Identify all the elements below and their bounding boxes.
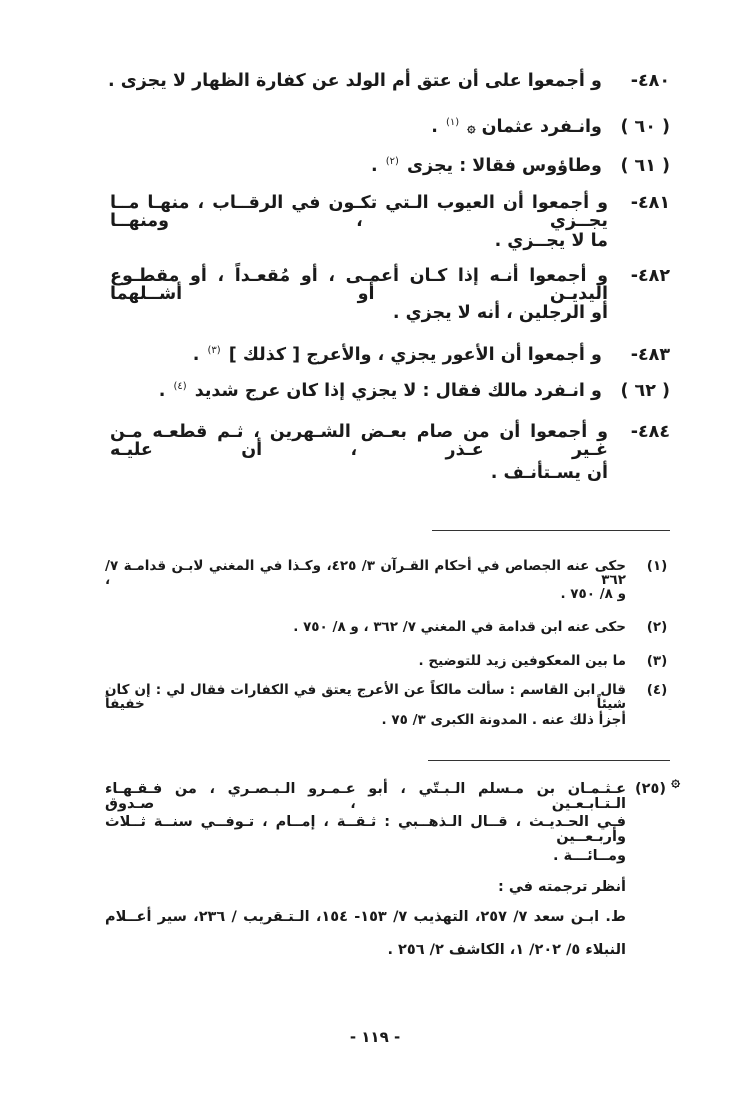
entry-text: و انـفرد مالك فقال : لا يجزي إذا كان عرج شديد — [194, 381, 602, 401]
footnote-text: قال ابن القاسم : سألت مالكاً عن الأعرج يعتق في الكفارات فقال لي : إن كان شيئاً خفيفاً — [105, 682, 626, 712]
entry-number: ( ٦٢ ) — [620, 381, 670, 401]
biography-number: (٢٥) — [635, 781, 666, 797]
entry-text: وانـفرد عثمان — [481, 117, 602, 137]
entry-text: وطاؤوس فقالا : يجزى — [407, 156, 602, 176]
biography-line-6 — [105, 943, 670, 958]
biography — [105, 0, 680, 1000]
biography-text: فـي الحـديـث ، قــال الـذهــبي : ثـقــة ، إمــام ، تـوفــي سنــة ثــلاث وأربـعــين — [105, 814, 626, 845]
page-number: - ١١٩ - — [349, 1028, 401, 1046]
entry-number: ٤٨٣- — [630, 345, 670, 365]
biography-text: ومــائـــة . — [552, 848, 626, 864]
entry-text: ما لا يجــزي . — [494, 231, 608, 251]
footnote-number: (١) — [646, 558, 668, 574]
entry-tail: . — [158, 381, 166, 401]
footnote-text: و ٨/ ٧٥٠ . — [560, 586, 626, 602]
entry-tail: . — [192, 345, 200, 365]
entry-number: ٤٨٢- — [630, 266, 670, 286]
entry-text: أو الرجلين ، أنه لا يجزي . — [392, 303, 608, 323]
footnote-number: (٢) — [646, 619, 668, 635]
footnote-number: (٣) — [646, 653, 668, 669]
footnote-ref: (٢) — [385, 156, 399, 167]
biography-text: أنظر ترجمته في : — [497, 879, 626, 895]
footnote-ref: (٣) — [207, 345, 221, 356]
footnote-ref: (١) — [446, 117, 460, 128]
biography-text: عـثـمـان بن مـسلم الـبـتّي ، أبو عـمـرو الـبـصـري ، من فـقـهـاء الـتـابـعـين ، صـدوق — [105, 781, 626, 812]
biography-line-3 — [105, 849, 670, 864]
footnote-text: ما بين المعكوفين زيد للتوضيح . — [418, 653, 626, 669]
footnote-text: أجزأ ذلك عنه . المدونة الكبرى ٣/ ٧٥ . — [381, 712, 626, 728]
entry-text: و أجمعوا أن الأعور يجزي ، والأعرج [ كذلك ] — [228, 345, 602, 365]
entry-number: ٤٨١- — [630, 193, 670, 213]
entry-number: ٤٨٤- — [630, 422, 670, 442]
biography-text: ط. ابـن سعد ٧/ ٢٥٧، التهذيب ٧/ ١٥٣- ١٥٤، الـتـقريب / ٢٣٦، سير أعــلام — [105, 909, 626, 925]
biography-line-4 — [105, 880, 670, 895]
entry-tail: . — [431, 117, 438, 137]
footnote-ref: (٤) — [173, 381, 187, 392]
flower-star-icon: ۞ — [467, 120, 476, 136]
footnote-text: حكى عنه ابن قدامة في المغني ٧/ ٣٦٢ ، و ٨/ ٧٥٠ . — [293, 619, 626, 635]
entry-text: و أجمعوا أن من صام بعـض الشـهرين ، ثـم قطعـه مـن غـير عـذر ، أن عليـه — [110, 422, 608, 460]
entry-number: ٤٨٠- — [630, 71, 670, 91]
footnote-text: حكى عنه الجصاص في أحكام القـرآن ٣/ ٤٢٥، وكـذا في المغني لابـن قدامـة ٧/ ٣٦٢ ، — [105, 558, 626, 588]
entry-number: ( ٦١ ) — [620, 156, 670, 176]
biography-text: النبلاء ٥/ ٢٠٢/ ١، الكاشف ٢/ ٢٥٦ . — [387, 942, 626, 958]
entry-tail: . — [370, 156, 378, 176]
entry-number: ( ٦٠ ) — [620, 117, 670, 137]
entry-text: أن يسـتأنـف . — [490, 463, 608, 483]
entry-text: و أجمعوا أن العيوب الـتي تكـون في الرقــاب ، منهـا مــا يجــزي ، ومنهــا — [110, 193, 608, 231]
entry-text: و أجمعوا على أن عتق أم الولد عن كفارة الظهار لا يجزى . — [108, 71, 602, 91]
footnote-number: (٤) — [646, 682, 668, 698]
entry-text: و أجمعوا أنـه إذا كـان أعمـى ، أو مُقعـداً ، أو مقطـوع اليديـن أو أشــلهما — [110, 266, 608, 304]
flower-star-icon: ۞ — [671, 772, 680, 790]
